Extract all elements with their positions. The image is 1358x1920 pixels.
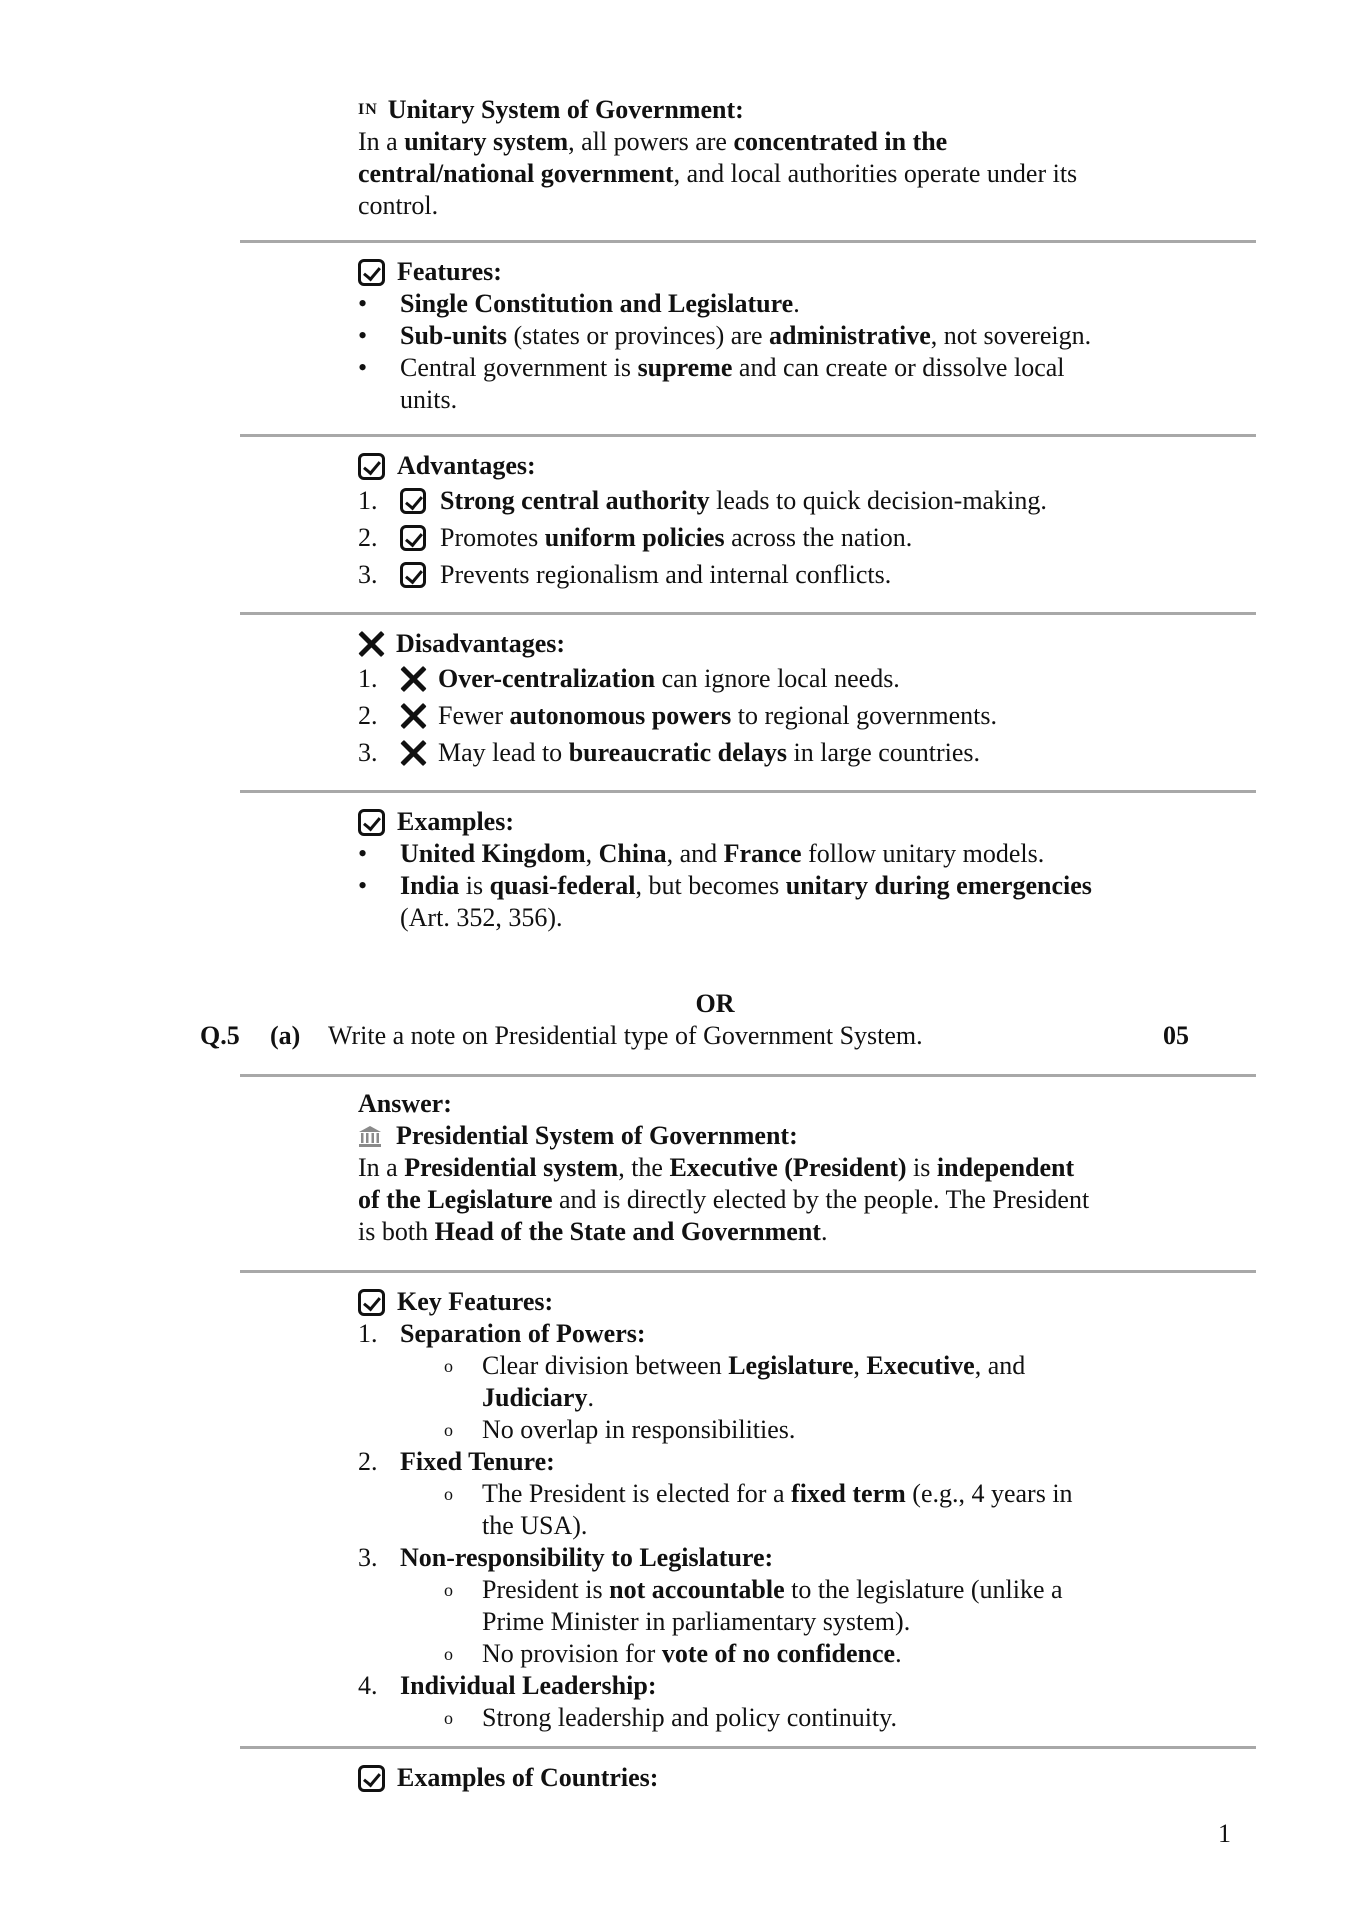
list-number: 2. (358, 522, 378, 552)
key-features-heading-row (358, 1286, 1158, 1318)
key-features-section (358, 1286, 1158, 1734)
list-item-text: May lead to bureaucratic delays in large countries. (438, 737, 981, 767)
paragraph-line: control. (358, 191, 439, 220)
sub-list-item-line: The President is elected for a fixed term (e.g., 4 years in (482, 1479, 1073, 1508)
cross-icon (358, 631, 384, 657)
bold-text: Executive (866, 1351, 975, 1380)
list-number: 1. (358, 1319, 378, 1348)
list-item (358, 288, 1158, 320)
list-number: 1. (358, 663, 378, 693)
checkbox-icon (400, 525, 426, 551)
checkbox-icon (400, 562, 426, 588)
question-number: Q.5 (200, 1021, 240, 1050)
bullet-marker: • (358, 353, 368, 382)
paragraph-line: central/national government, and local authorities operate under its (358, 159, 1078, 188)
sub-bullet-marker: o (444, 1644, 453, 1664)
advantages-list (358, 482, 1158, 593)
section-divider (240, 790, 1256, 793)
list-item-line: units. (400, 385, 458, 414)
sub-bullet-marker: o (444, 1580, 453, 1600)
unitary-title: Unitary System of Government: (387, 95, 744, 124)
sub-list-item (358, 1638, 1158, 1670)
checkbox-icon (358, 259, 385, 286)
countries-heading-row (358, 1762, 1158, 1794)
question-part: (a) (270, 1021, 301, 1050)
checkbox-icon (400, 488, 426, 514)
paragraph-line: In a unitary system, all powers are concentrated in the (358, 127, 948, 156)
key-feature-item (358, 1446, 1158, 1478)
bold-text: Single Constitution and Legislature (400, 289, 794, 318)
bold-text: uniform policies (544, 522, 725, 552)
features-list (358, 288, 1158, 416)
advantages-section (358, 450, 1158, 593)
paragraph-line: is both Head of the State and Government. (358, 1217, 828, 1246)
bold-text: Legislature (728, 1351, 854, 1380)
key-feature-title: Non-responsibility to Legislature: (400, 1543, 774, 1572)
key-feature-title: Individual Leadership: (400, 1671, 657, 1700)
bold-text: India (400, 871, 460, 900)
list-item-line: (Art. 352, 356). (400, 903, 563, 932)
features-heading-row (358, 256, 1158, 288)
bold-text: not accountable (609, 1575, 785, 1604)
bold-text: Sub-units (400, 321, 507, 350)
checkbox-icon (358, 1289, 385, 1316)
bold-text: fixed term (791, 1479, 906, 1508)
bold-text: United Kingdom (400, 839, 586, 868)
sub-list-item-line: Clear division between Legislature, Executive, and (482, 1351, 1026, 1380)
sub-list-item-line: President is not accountable to the legislature (unlike a (482, 1575, 1063, 1604)
section-divider (240, 240, 1256, 243)
answer-section (358, 1088, 1158, 1248)
list-item (358, 697, 1158, 734)
bold-text: autonomous powers (509, 700, 732, 730)
list-number: 3. (358, 559, 378, 589)
examples-list (358, 838, 1158, 934)
countries-heading: Examples of Countries: (397, 1763, 659, 1792)
unitary-title-row (358, 94, 1158, 126)
list-item-text: Strong central authority leads to quick decision-making. (440, 485, 1047, 515)
section-divider (240, 1074, 1256, 1077)
key-feature-title: Fixed Tenure: (400, 1447, 555, 1476)
features-section (358, 256, 1158, 416)
list-item-text: Fewer autonomous powers to regional governments. (438, 700, 997, 730)
checkbox-icon (358, 453, 385, 480)
list-item (358, 352, 1158, 416)
disadvantages-section (358, 628, 1158, 771)
countries-section (358, 1762, 1158, 1794)
answer-intro (358, 1152, 1158, 1248)
key-features-list (358, 1318, 1158, 1734)
key-feature-item (358, 1670, 1158, 1702)
list-item-line: Sub-units (states or provinces) are administrative, not sovereign. (400, 321, 1092, 350)
paragraph-line: of the Legislature and is directly elected by the people. The President (358, 1185, 1090, 1214)
bold-text: Executive (President) (669, 1153, 907, 1182)
list-number: 3. (358, 1543, 378, 1572)
bold-text: Strong central authority (440, 485, 710, 515)
sub-bullet-marker: o (444, 1356, 453, 1376)
bold-text: Over-centralization (438, 663, 656, 693)
list-number: 2. (358, 700, 378, 730)
list-item-text: Prevents regionalism and internal conflicts. (440, 559, 892, 589)
list-number: 3. (358, 737, 378, 767)
list-item-line: Single Constitution and Legislature. (400, 289, 800, 318)
unitary-intro (358, 126, 1158, 222)
sub-list-item-line: Judiciary. (482, 1383, 594, 1412)
bullet-marker: • (358, 871, 368, 900)
examples-heading: Examples: (397, 807, 514, 836)
sub-list-item-line: Strong leadership and policy continuity. (482, 1703, 897, 1732)
advantages-heading-row (358, 450, 1158, 482)
bold-text: concentrated in the (733, 127, 948, 156)
bold-text: France (723, 839, 802, 868)
bold-text: central/national government (358, 159, 674, 188)
sub-bullet-marker: o (444, 1420, 453, 1440)
list-item-text: Over-centralization can ignore local needs. (438, 663, 900, 693)
list-item-text: Promotes uniform policies across the nation. (440, 522, 913, 552)
sub-bullet-marker: o (444, 1708, 453, 1728)
answer-title: Presidential System of Government: (396, 1121, 798, 1150)
sub-bullet-marker: o (444, 1484, 453, 1504)
bullet-marker: • (358, 289, 368, 318)
sub-list-item (358, 1478, 1158, 1542)
unitary-section (358, 94, 1158, 222)
list-item (358, 734, 1158, 771)
list-number: 2. (358, 1447, 378, 1476)
sub-list-item-line: the USA). (482, 1511, 588, 1540)
or-separator: OR (695, 989, 735, 1018)
bold-text: supreme (637, 353, 733, 382)
bold-text: unitary during emergencies (785, 871, 1092, 900)
bold-text: China (598, 839, 667, 868)
bold-text: Presidential system (404, 1153, 619, 1182)
question-marks: 05 (1163, 1021, 1189, 1050)
sub-list-item-line: No provision for vote of no confidence. (482, 1639, 902, 1668)
sub-list-item (358, 1350, 1158, 1414)
advantages-heading: Advantages: (397, 451, 536, 480)
list-item (358, 870, 1158, 934)
list-number: 4. (358, 1671, 378, 1700)
bold-text: quasi-federal (489, 871, 636, 900)
list-item-line: Central government is supreme and can create or dissolve local (400, 353, 1065, 382)
cross-icon (400, 666, 426, 692)
india-flag-badge: IN (358, 101, 378, 118)
bold-text: unitary system (404, 127, 569, 156)
list-item (358, 556, 1158, 593)
list-item (358, 519, 1158, 556)
sub-list-item (358, 1414, 1158, 1446)
key-feature-item (358, 1542, 1158, 1574)
section-divider (240, 434, 1256, 437)
section-divider (240, 1746, 1256, 1749)
bullet-marker: • (358, 321, 368, 350)
paragraph-line: In a Presidential system, the Executive (President) is independent (358, 1153, 1075, 1182)
bold-text: independent (936, 1153, 1075, 1182)
answer-title-row (358, 1120, 1158, 1152)
list-item (358, 660, 1158, 697)
page-number: 1 (1218, 1819, 1231, 1848)
bold-text: administrative (769, 321, 931, 350)
list-item (358, 838, 1158, 870)
key-features-heading: Key Features: (397, 1287, 554, 1316)
sub-list-item-line: Prime Minister in parliamentary system). (482, 1607, 911, 1636)
disadvantages-heading-row (358, 628, 1158, 660)
bold-text: Head of the State and Government (434, 1217, 821, 1246)
list-item-line: United Kingdom, China, and France follow unitary models. (400, 839, 1045, 868)
examples-section (358, 806, 1158, 934)
key-feature-item (358, 1318, 1158, 1350)
list-item (358, 320, 1158, 352)
answer-label: Answer: (358, 1089, 452, 1118)
cross-icon (400, 740, 426, 766)
classical-building-icon (358, 1124, 382, 1148)
sub-list-item (358, 1574, 1158, 1638)
list-number: 1. (358, 485, 378, 515)
bold-text: vote of no confidence (661, 1639, 896, 1668)
sub-list-item-line: No overlap in responsibilities. (482, 1415, 796, 1444)
question-text: Write a note on Presidential type of Government System. (328, 1021, 923, 1050)
key-feature-title: Separation of Powers: (400, 1319, 646, 1348)
section-divider (240, 612, 1256, 615)
examples-heading-row (358, 806, 1158, 838)
bullet-marker: • (358, 839, 368, 868)
bold-text: Judiciary (482, 1383, 588, 1412)
disadvantages-list (358, 660, 1158, 771)
bold-text: bureaucratic delays (568, 737, 788, 767)
checkbox-icon (358, 809, 385, 836)
bold-text: of the Legislature (358, 1185, 553, 1214)
list-item (358, 482, 1158, 519)
cross-icon (400, 703, 426, 729)
checkbox-icon (358, 1765, 385, 1792)
disadvantages-heading: Disadvantages: (396, 629, 566, 658)
section-divider (240, 1270, 1256, 1273)
list-item-line: India is quasi-federal, but becomes unitary during emergencies (400, 871, 1092, 900)
features-heading: Features: (397, 257, 502, 286)
sub-list-item (358, 1702, 1158, 1734)
